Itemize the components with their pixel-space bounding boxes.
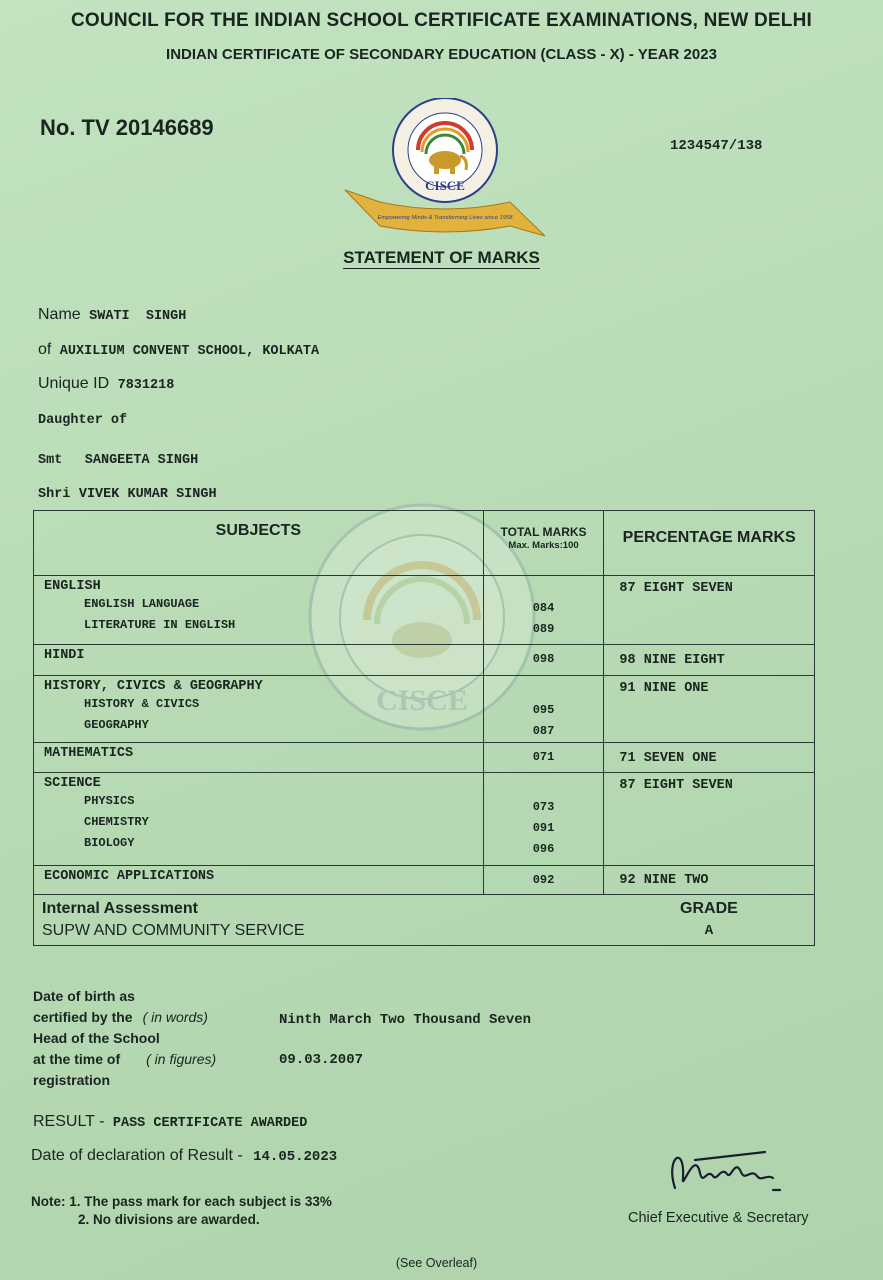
certificate-number: No. TV 20146689 — [40, 115, 214, 140]
subject-part: HISTORY & CIVICS — [84, 697, 200, 711]
table-header-row — [34, 511, 815, 576]
marks-value: 087 — [532, 724, 555, 738]
unique-id: 7831218 — [117, 378, 175, 393]
cisce-logo — [340, 98, 550, 240]
marks-value: 073 — [532, 800, 555, 814]
subject-name: ENGLISH — [44, 579, 101, 594]
subject-name: SCIENCE — [44, 776, 101, 791]
percentage-value: 87 EIGHT SEVEN — [619, 581, 733, 596]
marks-value: 089 — [532, 622, 555, 636]
subject-name: MATHEMATICS — [44, 746, 134, 761]
subject-name: HINDI — [44, 648, 85, 663]
table-row — [34, 576, 815, 645]
percentage-value: 92 NINE TWO — [619, 873, 709, 888]
percentage-value: 87 EIGHT SEVEN — [619, 778, 733, 793]
total-marks-header: TOTAL MARKS Max. Marks:100 — [483, 511, 604, 576]
subject-name: ECONOMIC APPLICATIONS — [44, 869, 215, 884]
dob-in-words: Ninth March Two Thousand Seven — [279, 1012, 532, 1028]
subject-part: LITERATURE IN ENGLISH — [84, 618, 236, 632]
percentage-header: PERCENTAGE MARKS — [604, 511, 815, 576]
subject-part: PHYSICS — [84, 794, 135, 808]
percentage-value: 91 NINE ONE — [619, 681, 709, 696]
reference-number: 1234547/138 — [670, 138, 763, 154]
marks-value: 084 — [532, 601, 555, 615]
table-row — [34, 743, 815, 773]
logo-text: CISCE — [425, 178, 465, 193]
father-line: Shri VIVEK KUMAR SINGH — [38, 487, 217, 502]
declaration-line: Date of declaration of Result - 14.05.2023 — [31, 1147, 338, 1165]
logo-ribbon-text: Empowering Minds & Transforming Lives since 1958 — [377, 215, 513, 221]
father-name: VIVEK KUMAR SINGH — [78, 487, 217, 502]
subject-part: BIOLOGY — [84, 836, 135, 850]
table-row — [34, 645, 815, 676]
grade-label: GRADE — [680, 900, 738, 917]
marks-value: 096 — [532, 842, 555, 856]
school-name: AUXILIUM CONVENT SCHOOL, KOLKATA — [59, 344, 320, 359]
marks-table — [33, 510, 815, 946]
percentage-value: 98 NINE EIGHT — [619, 653, 725, 668]
grade-value: A — [704, 923, 714, 939]
marks-value: 098 — [532, 652, 555, 666]
subjects-header: SUBJECTS — [34, 511, 484, 576]
exam-title: INDIAN CERTIFICATE OF SECONDARY EDUCATION (CLASS - X) - YEAR 2023 — [166, 46, 717, 63]
subject-part: GEOGRAPHY — [84, 718, 149, 732]
result-line: RESULT - PASS CERTIFICATE AWARDED — [33, 1113, 308, 1131]
declaration-date: 14.05.2023 — [253, 1149, 338, 1165]
table-row — [34, 773, 815, 866]
signatory-title: Chief Executive & Secretary — [628, 1210, 809, 1226]
marks-value: 092 — [532, 873, 555, 887]
table-row — [34, 866, 815, 895]
supw-label: SUPW AND COMMUNITY SERVICE — [42, 922, 305, 939]
statement-title: STATEMENT OF MARKS — [343, 248, 540, 267]
dob-in-figures: 09.03.2007 — [279, 1052, 364, 1068]
school-line: of AUXILIUM CONVENT SCHOOL, KOLKATA — [38, 341, 320, 359]
council-title: COUNCIL FOR THE INDIAN SCHOOL CERTIFICATE EXAMINATIONS, NEW DELHI — [71, 10, 812, 31]
result-value: PASS CERTIFICATE AWARDED — [112, 1116, 308, 1131]
notes: Note: 1. The pass mark for each subject is 33% 2. No divisions are awarded. — [31, 1194, 332, 1227]
subject-part: ENGLISH LANGUAGE — [84, 597, 200, 611]
percentage-value: 71 SEVEN ONE — [619, 751, 717, 766]
dob-label-block: Date of birth as certified by the ( in words) Head of the School at the time of ( in figures) registration — [33, 988, 217, 1088]
signature — [655, 1138, 795, 1206]
marks-value: 071 — [532, 750, 555, 764]
marks-value: 095 — [532, 703, 555, 717]
mother-line: Smt SANGEETA SINGH — [38, 453, 199, 468]
watermark-text: CISCE — [376, 684, 468, 717]
relation-label: Daughter of — [38, 413, 128, 428]
student-name: SWATI SINGH — [89, 309, 187, 324]
name-line: Name SWATI SINGH — [38, 306, 187, 324]
unique-id-line: Unique ID 7831218 — [38, 375, 175, 393]
subject-name: HISTORY, CIVICS & GEOGRAPHY — [44, 679, 263, 694]
mother-name: SANGEETA SINGH — [84, 453, 199, 468]
marks-value: 091 — [532, 821, 555, 835]
internal-assessment-label: Internal Assessment — [42, 900, 198, 917]
subject-part: CHEMISTRY — [84, 815, 149, 829]
internal-assessment-row — [34, 895, 815, 946]
table-row — [34, 676, 815, 743]
see-overleaf: (See Overleaf) — [395, 1256, 478, 1270]
